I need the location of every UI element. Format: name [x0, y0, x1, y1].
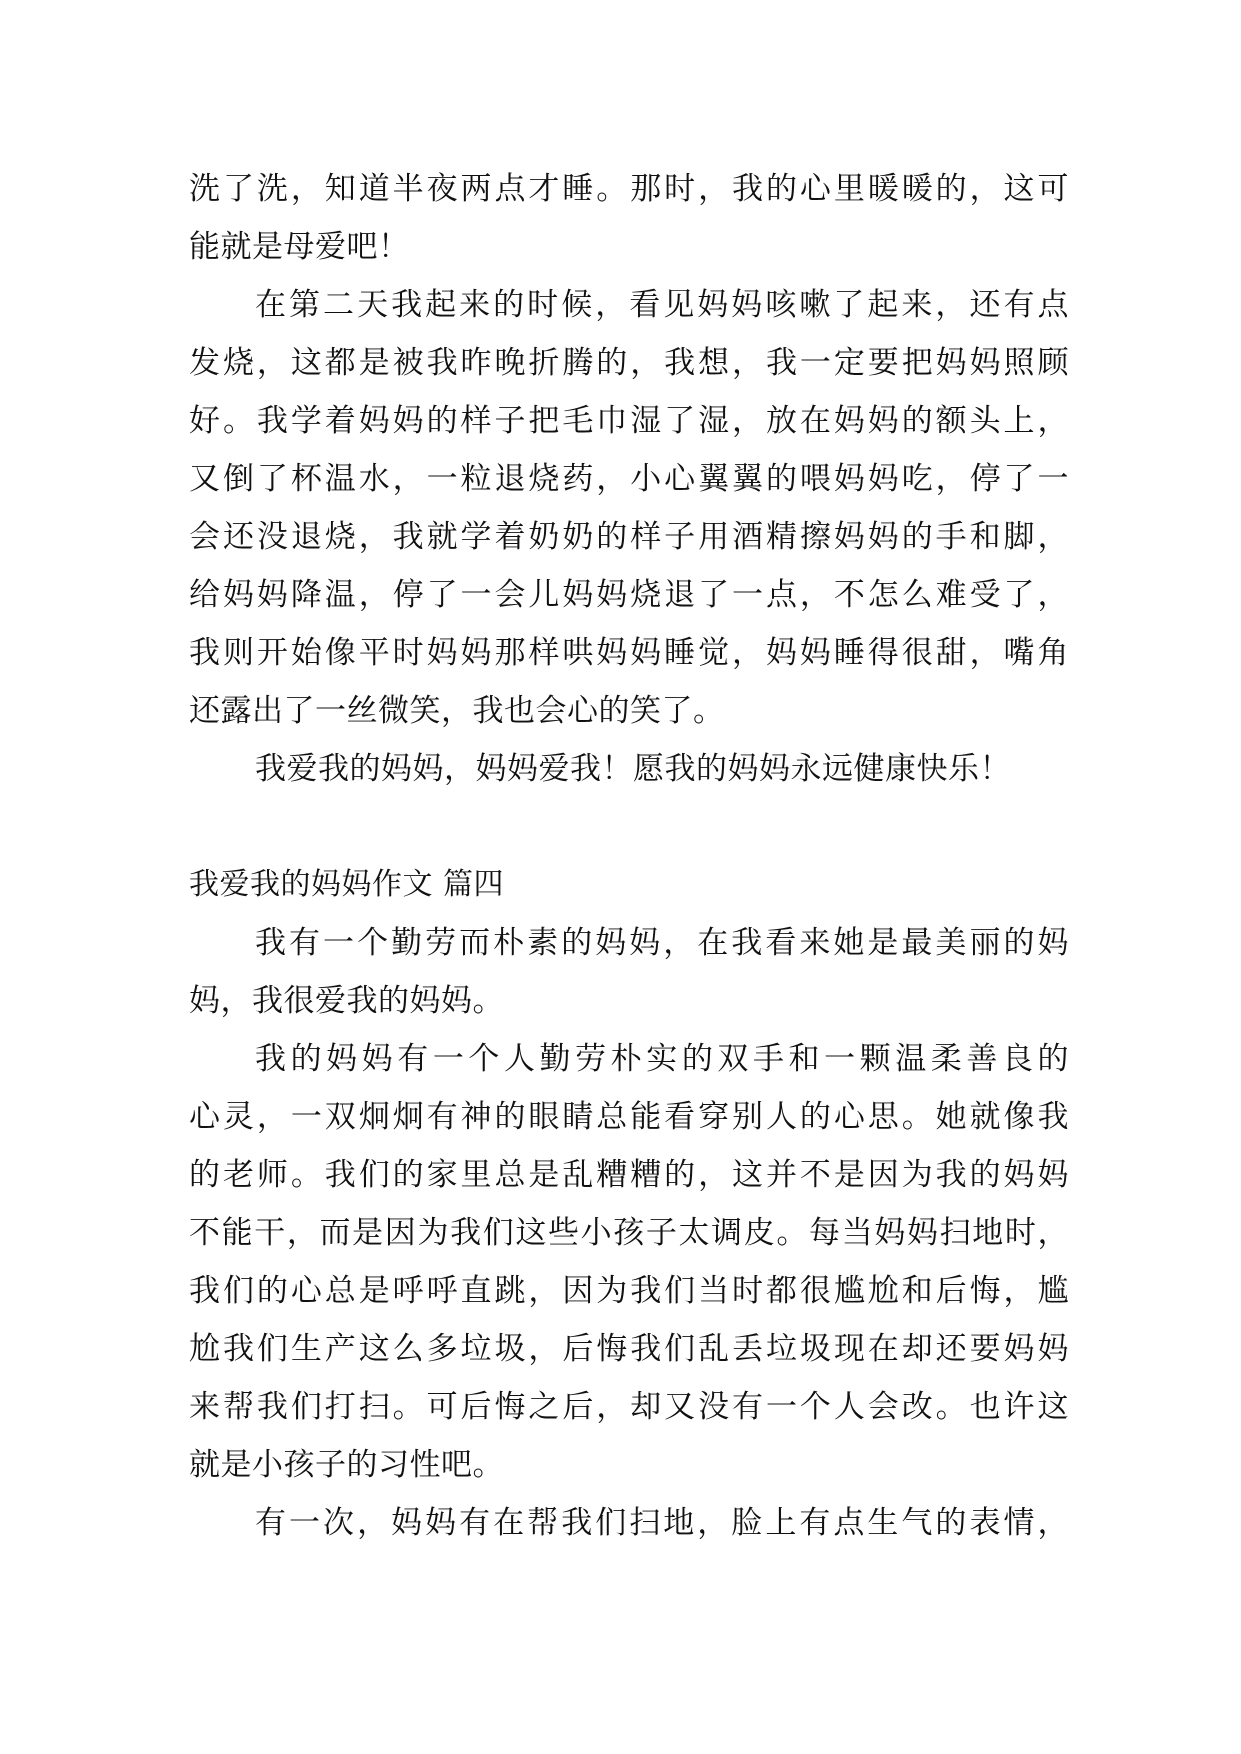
paragraph-2-line-8: 还露出了一丝微笑，我也会心的笑了。 [189, 693, 725, 729]
paragraph-1-line-2: 能就是母爱吧！ [189, 229, 410, 265]
paragraph-1-line-1: 洗了洗，知道半夜两点才睡。那时，我的心里暖暖的，这可 [189, 171, 1069, 207]
paragraph-5-line-7: 来帮我们打扫。可后悔之后，却又没有一个人会改。也许这 [189, 1389, 1069, 1425]
paragraph-2-line-5: 会还没退烧，我就学着奶奶的样子用酒精擦妈妈的手和脚， [189, 519, 1069, 555]
paragraph-2-line-3: 好。我学着妈妈的样子把毛巾湿了湿，放在妈妈的额头上， [189, 403, 1069, 439]
paragraph-5-line-2: 心灵，一双炯炯有神的眼睛总能看穿别人的心思。她就像我 [189, 1099, 1069, 1135]
section-heading: 我爱我的妈妈作文 篇四 [189, 867, 505, 902]
paragraph-5-line-5: 我们的心总是呼呼直跳，因为我们当时都很尴尬和后悔，尴 [189, 1273, 1069, 1309]
paragraph-5-line-1: 我的妈妈有一个人勤劳朴实的双手和一颗温柔善良的 [255, 1041, 1069, 1077]
paragraph-6-line-1: 有一次，妈妈有在帮我们扫地，脸上有点生气的表情， [255, 1505, 1069, 1541]
paragraph-5-line-4: 不能干，而是因为我们这些小孩子太调皮。每当妈妈扫地时， [189, 1215, 1069, 1251]
paragraph-3-line-1: 我爱我的妈妈，妈妈爱我！愿我的妈妈永远健康快乐！ [255, 751, 1011, 787]
paragraph-4-line-1: 我有一个勤劳而朴素的妈妈，在我看来她是最美丽的妈 [255, 925, 1069, 961]
paragraph-2-line-4: 又倒了杯温水，一粒退烧药，小心翼翼的喂妈妈吃，停了一 [189, 461, 1069, 497]
document-body [189, 160, 1069, 1552]
paragraph-2-line-2: 发烧，这都是被我昨晚折腾的，我想，我一定要把妈妈照顾 [189, 345, 1069, 381]
paragraph-5-line-3: 的老师。我们的家里总是乱糟糟的，这并不是因为我的妈妈 [189, 1157, 1069, 1193]
paragraph-2-line-7: 我则开始像平时妈妈那样哄妈妈睡觉，妈妈睡得很甜，嘴角 [189, 635, 1069, 671]
section-gap [189, 798, 1069, 856]
paragraph-2-line-1: 在第二天我起来的时候，看见妈妈咳嗽了起来，还有点 [255, 287, 1069, 323]
paragraph-2-line-6: 给妈妈降温，停了一会儿妈妈烧退了一点，不怎么难受了， [189, 577, 1069, 613]
paragraph-4-line-2: 妈，我很爱我的妈妈。 [189, 983, 504, 1019]
paragraph-5-line-6: 尬我们生产这么多垃圾，后悔我们乱丢垃圾现在却还要妈妈 [189, 1331, 1069, 1367]
paragraph-5-line-8: 就是小孩子的习性吧。 [189, 1447, 504, 1483]
